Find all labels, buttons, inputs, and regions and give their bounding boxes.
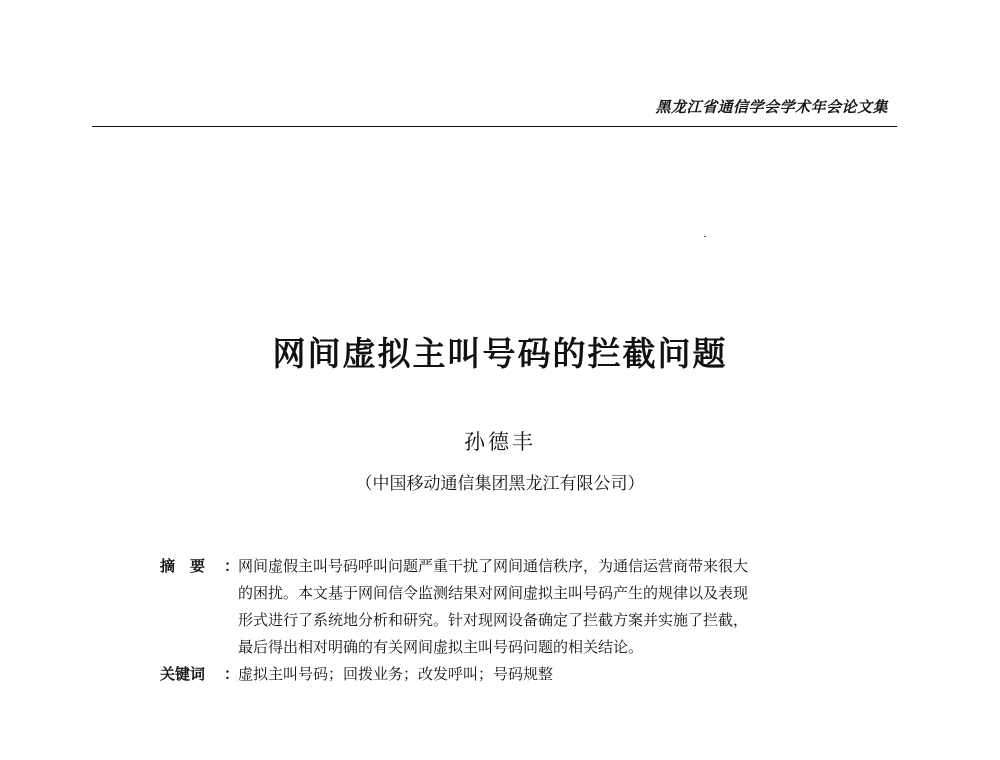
abstract-line: 网间虚假主叫号码呼叫问题严重干扰了网间通信秩序，为通信运营商带来很大 bbox=[238, 557, 749, 575]
abstract-label: 摘 要 bbox=[160, 557, 206, 575]
abstract-block bbox=[160, 553, 850, 688]
abstract-line: 最后得出相对明确的有关网间虚拟主叫号码问题的相关结论。 bbox=[238, 638, 644, 656]
scan-speck bbox=[704, 236, 706, 237]
keywords-colon: ： bbox=[224, 665, 240, 683]
abstract-text bbox=[238, 553, 838, 661]
paper-title: 网间虚拟主叫号码的拦截问题 bbox=[272, 334, 728, 373]
author-affiliation: （中国移动通信集团黑龙江有限公司） bbox=[355, 474, 645, 494]
keywords-row bbox=[160, 661, 850, 688]
abstract-line: 形式进行了系统地分析和研究。针对现网设备确定了拦截方案并实施了拦截， bbox=[238, 611, 749, 629]
keywords-text: 虚拟主叫号码；回拨业务；改发呼叫；号码规整 bbox=[238, 665, 554, 683]
abstract-line: 的困扰。本文基于网间信令监测结果对网间虚拟主叫号码产生的规律以及表现 bbox=[238, 584, 749, 602]
author-name: 孙德丰 bbox=[464, 430, 536, 454]
proceedings-header: 黑龙江省通信学会学术年会论文集 bbox=[655, 98, 888, 116]
abstract-colon: ： bbox=[224, 557, 240, 575]
abstract-row bbox=[160, 553, 850, 661]
header-rule bbox=[92, 126, 897, 127]
keywords-label: 关键词 bbox=[160, 665, 206, 683]
